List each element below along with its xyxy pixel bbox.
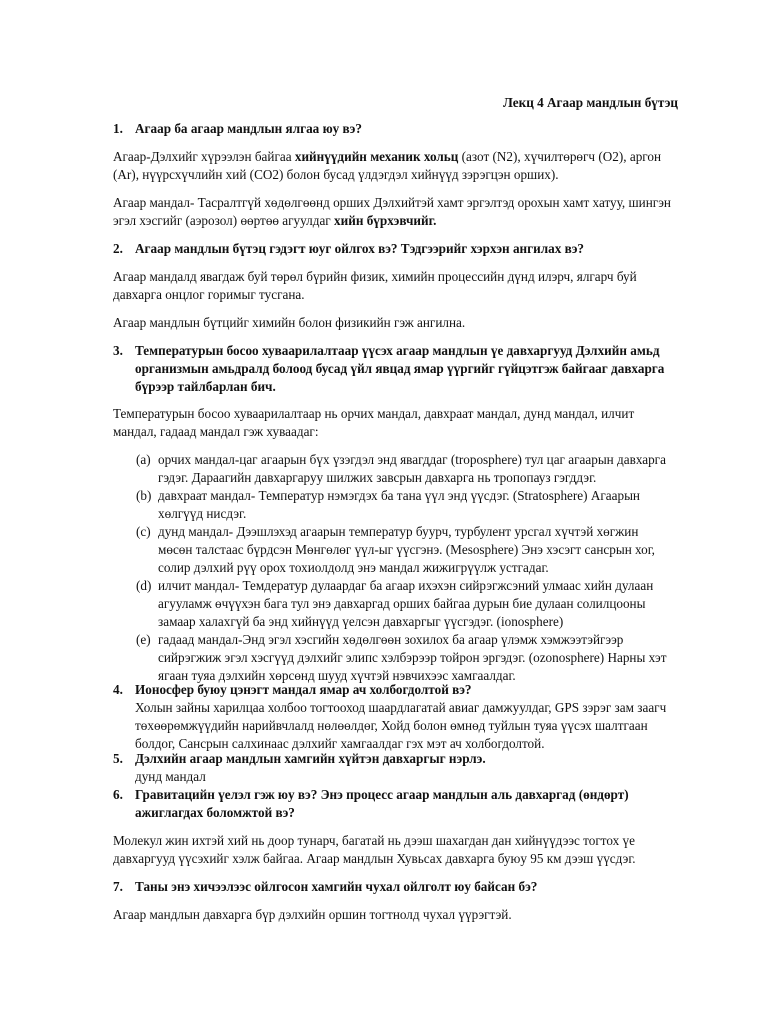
question-text: Агаар ба агаар мандлын ялгаа юу вэ? [135,121,362,136]
answer-text: Агаар-Дэлхийг хүрээлэн байгаа [113,149,295,164]
answer-emphasis: хийнүүдийн механик хольц [294,149,459,164]
answer-emphasis: хийн бүрхэвчийг. [334,213,437,228]
list-item-text: давхраат мандал- Температур нэмэгдэх ба тана үүл энд үүсдэг. (Stratosphere) Агаарын хөлгүүд нисдэг. [158,488,640,521]
question-number: 5. [113,751,123,766]
list-item-text: дунд мандал- Дээшлэхэд агаарын температур буурч, турбулент урсгал хүчтэй хөгжин мөсөн талстаас бүрдсэн Мөнгөлөг үүл-ыг үүсгэнэ. (Mesosphere) Энэ хэсэгт сансрын хог, солир дэлхий рүү орох тохиолдолд энэ мандал жижигрүүлж устгадаг. [158,524,655,575]
answer-6-paragraph: Молекул жин ихтэй хий нь доор тунарч, багатай нь дээш шахагдан дан хийнүүдээс тогтох үе давхаргууд үүсэхийг хэлж байгаа. Агаар мандлын Хувьсах давхарга буюу 95 км дээш үүсдэг. [113,833,636,866]
answer-4 [113,699,673,753]
list-item-label: (d) [136,578,152,593]
list-item [136,577,676,631]
answer-2-paragraph-1: Агаар мандалд явагдаж буй төрөл бүрийн физик, химийн процессийн дүнд илэрч, ялгарч буй давхарга онцлог горимыг тусгана. [113,269,637,302]
list-item [136,451,676,487]
question-number: 1. [113,121,123,136]
answer-2-paragraph-2: Агаар мандлын бүтцийг химийн болон физикийн гэж ангилна. [113,315,466,330]
answer-text: (азот (N2), хүчилтөрөгч (O2), аргон (Ar), нүүрсхүчлийн хий (CO2) болон бусад үлдэгдэл хийнүүд зэрэгцэн орших). [113,149,662,182]
question-text: Дэлхийн агаар мандлын хамгийн хүйтэн давхаргыг нэрлэ. [135,751,486,766]
question-text: Температурын босоо хуваарилалтаар үүсэх агаар мандлын үе давхаргууд Дэлхийн амьд организмын амьдралд болоод бусад үйл явцад ямар үүргийг гүйцэтгэж байгааг давхарга бүрээр тайлбарлан бич. [135,343,665,394]
question-7 [113,878,673,896]
answer-5 [113,768,673,786]
question-number: 6. [113,787,123,802]
answer-1-paragraph-2 [113,194,673,230]
question-text: Гравитацийн үелэл гэж юу вэ? Энэ процесс агаар мандлын аль давхаргад (өндөрт) ажиглагдах боломжтой вэ? [135,787,629,820]
atmosphere-layers-list [136,451,676,685]
question-text: Ионосфер буюу цэнэгт мандал ямар ач холбогдолтой вэ? [135,682,472,697]
answer-7-paragraph: Агаар мандлын давхарга бүр дэлхийн оршин тогтнолд чухал үүрэгтэй. [113,907,512,922]
list-item [136,631,676,685]
question-5 [113,750,673,768]
answer-text: Холын зайны харилцаа холбоо тогтооход шаардлагатай авиаг дамжуулдаг, GPS зэрэг зам заагч төхөөрөмжүүдийн нарийвчлалд нөлөөлдөг, Хойд болон өмнөд туйлын туяа үүсэх шалтгаан болдог, Сансрын салхинаас дэлхийг хамгаалдаг гэх мэт ач холбогдолтой. [135,700,667,751]
question-number: 4. [113,682,123,697]
question-text: Агаар мандлын бүтэц гэдэгт юуг ойлгох вэ? Тэдгээрийг хэрхэн ангилах вэ? [135,241,585,256]
list-item-text: илчит мандал- Темдератур дулаардаг ба агаар ихэхэн сийрэгжсэний улмаас хийн дулаан агууламж өчүүхэн бага тул энэ давхаргад орших байгаа дурын бие дулаан солилцооны замаар халахгүй ба энд хийнүүд үелсэн давхаргыг үүсгэдэг. (ionosphere) [158,578,654,629]
question-1 [113,120,673,138]
list-item-label: (c) [136,524,151,539]
answer-text: Агаар мандал- Тасралтгүй хөдөлгөөнд орших Дэлхийтэй хамт эргэлтэд орохын хамт хатуу, шингэн эгэл хэсгийг (аэрозол) өөртөө агуулдаг [113,195,671,228]
question-6 [113,786,673,822]
answer-1-paragraph-1 [113,148,673,184]
list-item-label: (a) [136,452,151,467]
document-title: Лекц 4 Агаар мандлын бүтэц [503,95,678,110]
answer-text: дунд мандал [135,769,206,784]
list-item [136,523,676,577]
list-item [136,487,676,523]
question-text: Таны энэ хичээлээс ойлгосон хамгийн чухал ойлголт юу байсан бэ? [135,879,538,894]
list-item-text: орчих мандал-цаг агаарын бүх үзэгдэл энд явагддаг (troposphere) тул цаг агаарын давхарга гэдэг. Дараагийн давхаргаруу шилжих завсрын давхарга нь тропопауз гэгддэг. [158,452,666,485]
answer-3-intro: Температурын босоо хуваарилалтаар нь орчих мандал, давхраат мандал, дунд мандал, илчит мандал, гадаад мандал гэж хуваадаг: [113,406,635,439]
list-item-label: (b) [136,488,152,503]
question-number: 2. [113,241,123,256]
question-3 [113,342,673,396]
question-number: 3. [113,343,123,358]
question-4 [113,681,673,699]
question-2 [113,240,673,258]
list-item-text: гадаад мандал-Энд эгэл хэсгийн хөдөлгөөн зохилох ба агаар үлэмж хэмжээтэйгээр сийрэгжиж эгэл хэсгүүд дэлхийг элипс хэлбэрээр тойрон эргэдэг. (ozonosphere) Нарны хэт ягаан туяа дэлхийн хөрсөнд шууд хүчтэй нэвчихээс хамгаалдаг. [158,632,667,683]
question-number: 7. [113,879,123,894]
list-item-label: (e) [136,632,151,647]
